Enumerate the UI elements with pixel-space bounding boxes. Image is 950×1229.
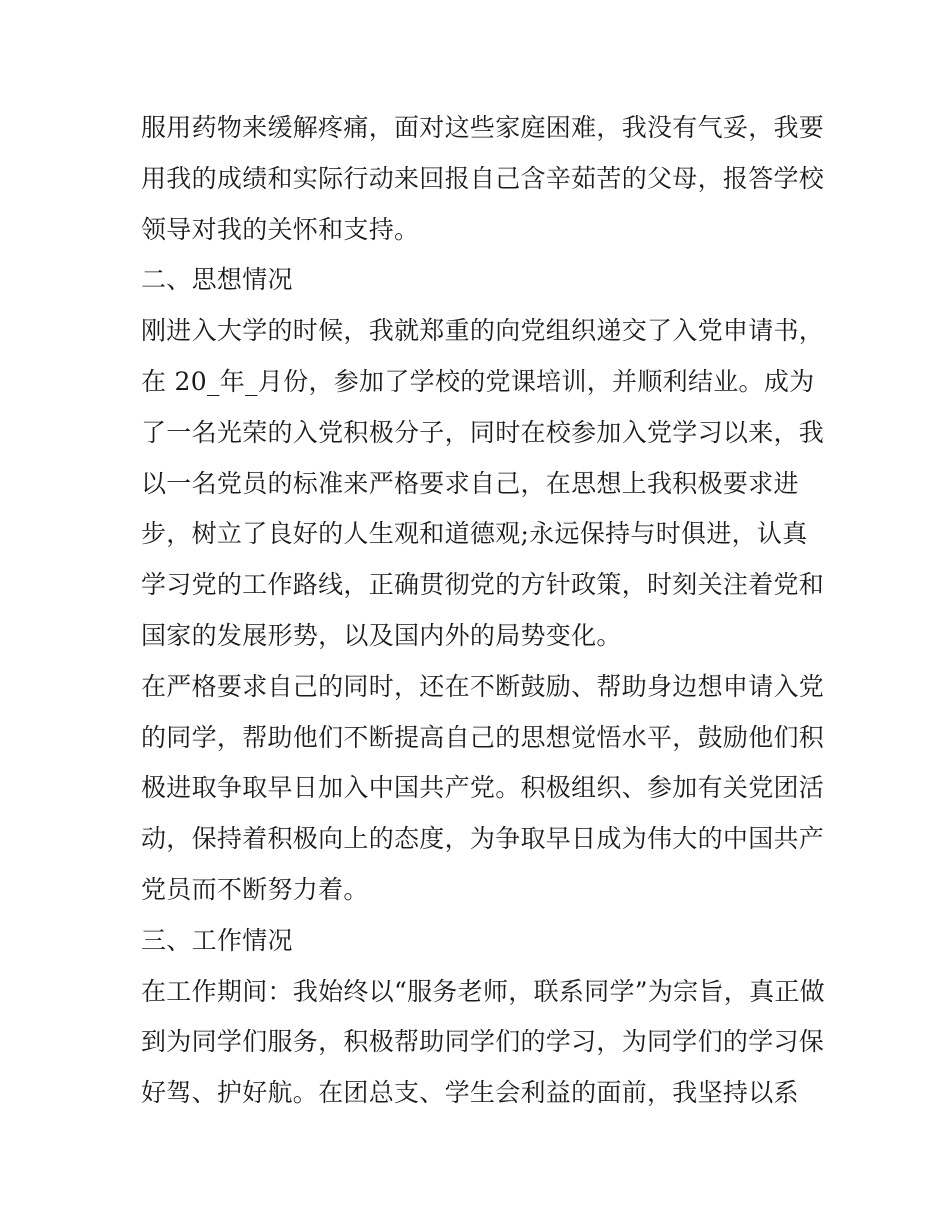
text-line: 国家的发展形势，以及国内外的局势变化。 (141, 620, 622, 650)
text-line: 用我的成绩和实际行动来回报自己含辛茹苦的父母，报答学校 (141, 163, 825, 193)
text-line: 服用药物来缓解疼痛，面对这些家庭困难，我没有气妥，我要 (141, 113, 825, 142)
text-line: 了一名光荣的入党积极分子，同时在校参加入党学习以来，我 (141, 417, 825, 447)
text-line: 党员而不断努力着。 (141, 874, 369, 904)
section-heading: 三、工作情况 (141, 925, 293, 955)
text-line: 极进取争取早日加入中国共产党。积极组织、参加有关党团活 (141, 773, 825, 803)
text-line: 在 20_年_月份，参加了学校的党课培训，并顺利结业。成为 (141, 366, 815, 396)
text-line: 领导对我的关怀和支持。 (141, 214, 420, 244)
document-body (141, 103, 825, 1119)
text-line: 以一名党员的标准来严格要求自己，在思想上我积极要求进 (141, 468, 799, 498)
text-line: 刚进入大学的时候，我就郑重的向党组织递交了入党申请书， (141, 316, 825, 346)
text-line: 的同学，帮助他们不断提高自己的思想觉悟水平，鼓励他们积 (141, 722, 825, 752)
text-line: 在严格要求自己的同时，还在不断鼓励、帮助身边想申请入党 (141, 671, 825, 701)
text-line: 到为同学们服务，积极帮助同学们的学习，为同学们的学习保 (141, 1027, 825, 1057)
text-line: 学习党的工作路线，正确贯彻党的方针政策，时刻关注着党和 (141, 570, 825, 600)
text-line: 在工作期间：我始终以“服务老师，联系同学”为宗旨，真正做 (141, 976, 825, 1006)
text-line: 好驾、护好航。在团总支、学生会利益的面前，我坚持以系 (141, 1078, 799, 1108)
section-heading: 二、思想情况 (141, 265, 293, 295)
text-line: 步，树立了良好的人生观和道德观;永远保持与时俱进，认真 (141, 519, 808, 549)
text-line: 动，保持着积极向上的态度，为争取早日成为伟大的中国共产 (141, 824, 825, 854)
